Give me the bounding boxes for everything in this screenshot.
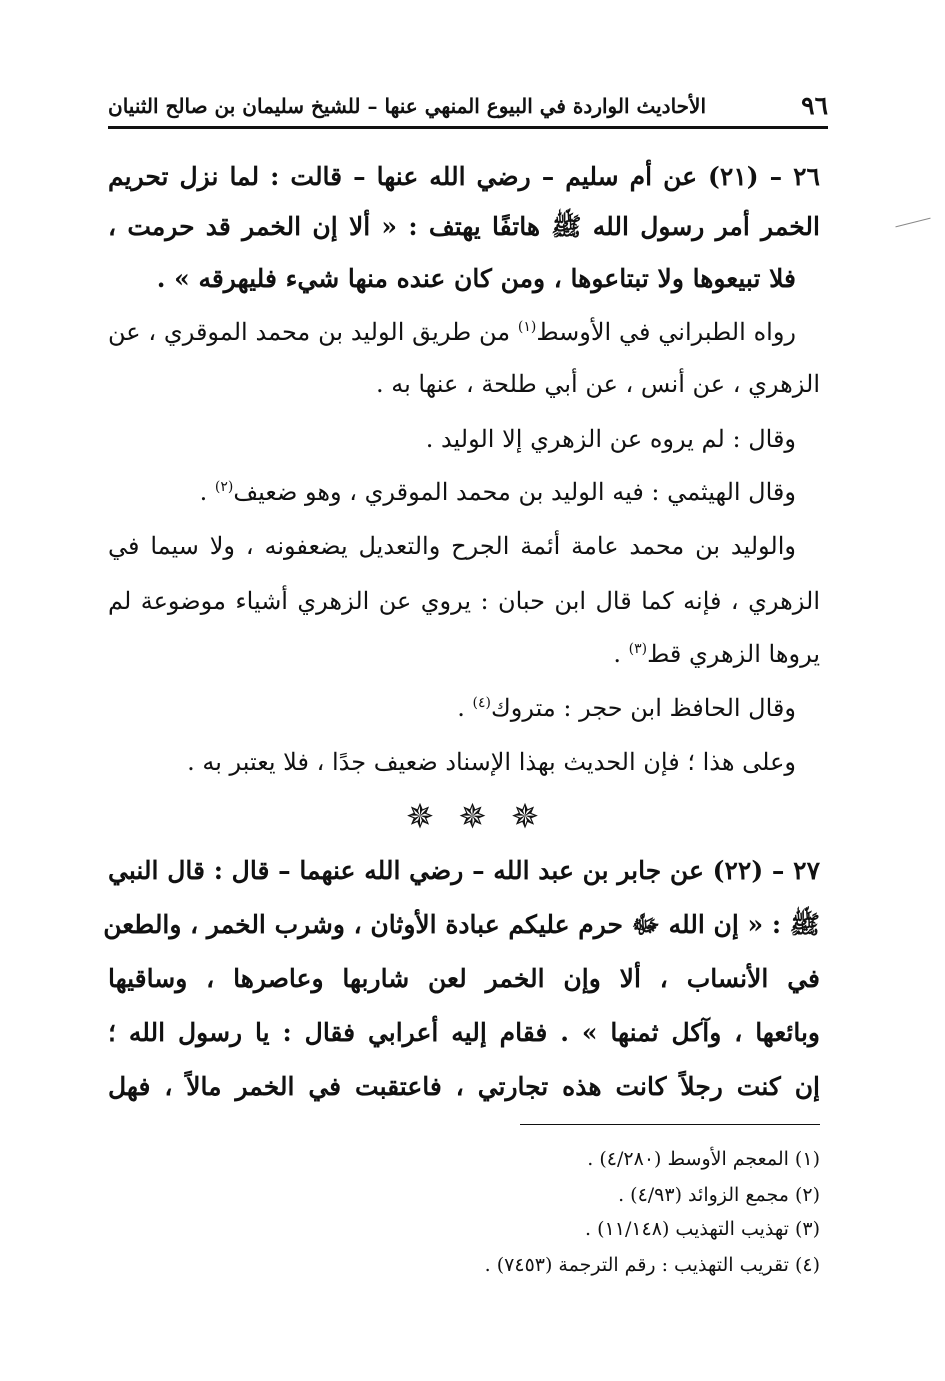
commentary-line-5: والوليد بن محمد عامة أئمة الجرح والتعديل يضعفونه ، ولا سيما في: [108, 532, 797, 560]
commentary-line-6: الزهري ، فإنه كما قال ابن حبان : يروي عن الزهري أشياء موضوعة لم: [108, 587, 820, 615]
commentary-line-7-text-b: .: [613, 640, 629, 668]
hadith-26-line-2: الخمر أمر رسول الله ﷺ هاتفًا يهتف : « ألا إن الخمر قد حرمت ،: [108, 212, 820, 241]
hadith-27-line-1: ٢٧ – (٢٢) عن جابر بن عبد الله – رضي الله عنهما – قال : قال النبي: [108, 856, 820, 885]
eight-point-star-icon: ✵: [458, 797, 487, 837]
page-header: [108, 84, 828, 129]
footnote-ref-4: (٤): [472, 695, 492, 711]
commentary-line-7-text-a: يروها الزهري قط: [647, 640, 820, 668]
commentary-line-4: [108, 478, 820, 507]
footnote-2: (٢) مجمع الزوائد (٤/٩٣) .: [618, 1184, 820, 1206]
footnote-1: (١) المعجم الأوسط (٤/٢٨٠) .: [587, 1148, 820, 1170]
eight-point-star-icon: ✵: [510, 797, 540, 837]
commentary-line-2: الزهري ، عن أنس ، عن أبي طلحة ، عنها به .: [375, 370, 820, 398]
commentary-line-9: وعلى هذا ؛ فإن الحديث بهذا الإسناد ضعيف جدًا ، فلا يعتبر به .: [187, 748, 796, 776]
hadith-26-line-3: فلا تبيعوها ولا تبتاعوها ، ومن كان عنده منها شيء فليهرقه » .: [156, 264, 796, 293]
commentary-line-1: [108, 318, 820, 347]
commentary-line-8: [108, 694, 820, 723]
footnote-separator: [520, 1124, 820, 1125]
margin-pen-mark: [895, 218, 930, 228]
commentary-line-4-text-a: وقال الهيثمي : فيه الوليد بن محمد الموقري ، وهو ضعيف: [233, 478, 796, 506]
commentary-line-1-text-b: من طريق الوليد بن محمد الموقري ، عن: [108, 318, 518, 346]
footnote-4: (٤) تقريب التهذيب : رقم الترجمة (٧٤٥٣) .: [484, 1254, 820, 1276]
page-number: ٩٦: [801, 91, 828, 120]
commentary-line-8-text-a: وقال الحافظ ابن حجر : متروك: [491, 694, 796, 722]
footnote-ref-2: (٢): [214, 479, 234, 495]
hadith-27-line-3: في الأنساب ، ألا وإن الخمر لعن شاربها وعاصرها ، وساقيها: [108, 964, 820, 993]
hadith-26-line-1: ٢٦ – (٢١) عن أم سليم – رضي الله عنها – قالت : لما نزل تحريم: [108, 162, 820, 191]
hadith-27-line-4: وبائعها ، وآكل ثمنها » . فقام إليه أعرابي فقال : يا رسول الله ؛: [108, 1018, 820, 1047]
commentary-line-7: [108, 640, 820, 669]
footnote-ref-1: (١): [517, 319, 537, 335]
footnote-ref-3: (٣): [628, 641, 648, 657]
hadith-27-line-5: إن كنت رجلاً كانت هذه تجارتي ، فاعتقبت في الخمر مالاً ، فهل: [108, 1072, 820, 1101]
commentary-line-4-text-b: .: [199, 478, 215, 506]
eight-point-star-icon: ✵: [405, 797, 435, 837]
running-title: الأحاديث الواردة في البيوع المنهي عنها – للشيخ سليمان بن صالح الثنيان: [108, 94, 707, 118]
commentary-line-3: وقال : لم يروه عن الزهري إلا الوليد .: [425, 425, 796, 453]
section-divider: [0, 797, 945, 837]
commentary-line-1-text-a: رواه الطبراني في الأوسط: [536, 318, 796, 346]
commentary-line-8-text-b: .: [457, 694, 473, 722]
hadith-27-line-2: ﷺ : « إن الله ﷻ حرم عليكم عبادة الأوثان ، وشرب الخمر ، والطعن: [103, 910, 820, 939]
footnote-3: (٣) تهذيب التهذيب (١١/١٤٨) .: [585, 1218, 820, 1240]
